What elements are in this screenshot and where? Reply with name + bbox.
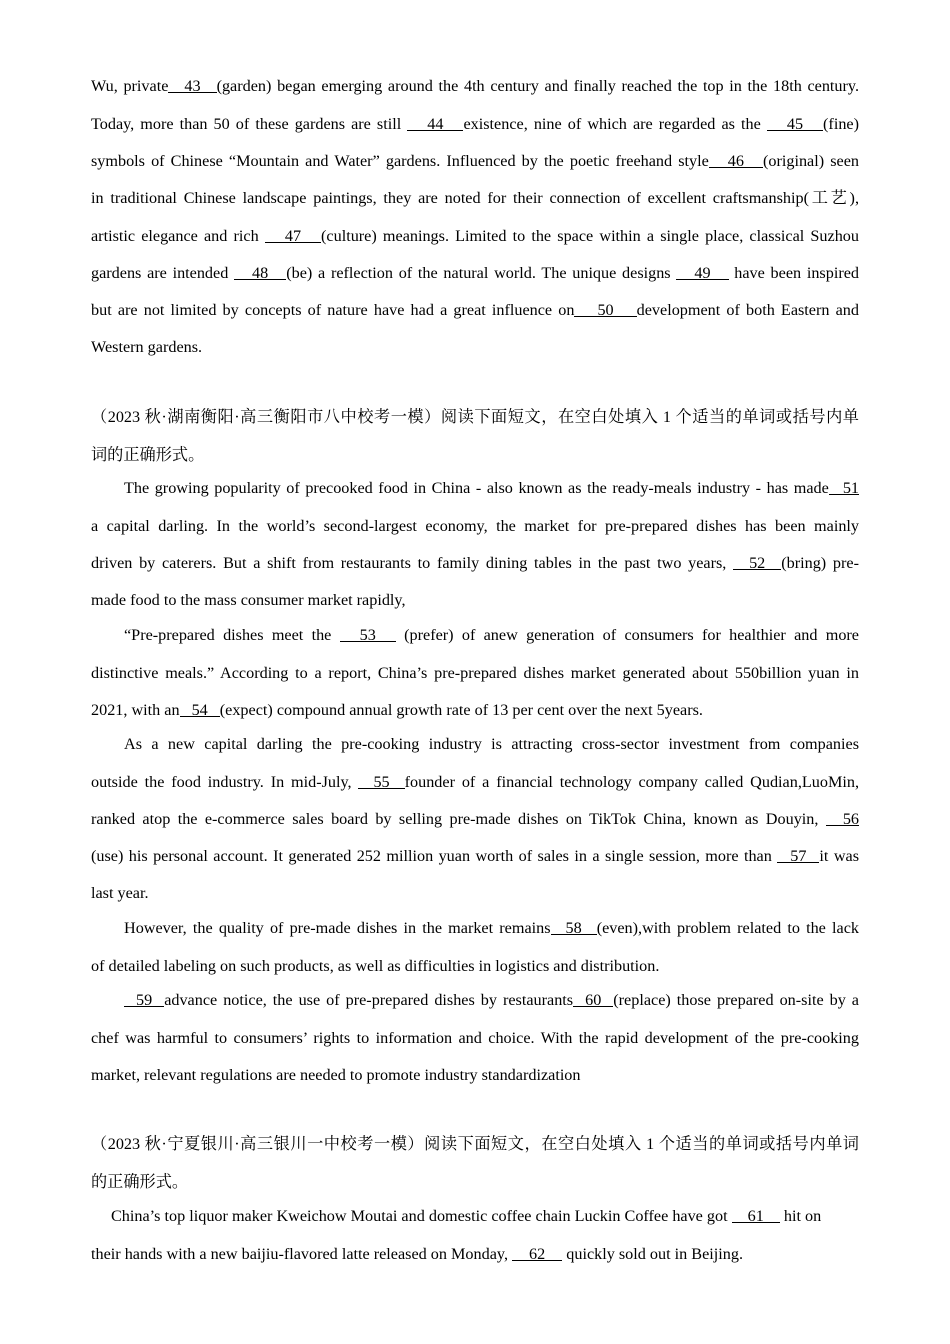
- text-line: [91, 437, 859, 474]
- text-line: [91, 508, 859, 545]
- text-run: （2023 秋·宁夏银川·高三银川一中校考一模）阅读下面短文，在空白处填入 1 个适当的单词或括号内单词: [91, 1135, 859, 1154]
- text-run: 2021, with an: [91, 700, 180, 719]
- passage-1-paragraph-1: [91, 68, 859, 366]
- blank-55: 55: [358, 773, 404, 791]
- text-line: [91, 692, 859, 729]
- blank-48: 48: [234, 264, 286, 282]
- blank-58: 58: [551, 919, 597, 937]
- text-line: [91, 1126, 859, 1163]
- text-run: （2023 秋·湖南衡阳·高三衡阳市八中校考一模）阅读下面短文，在空白处填入 1 个适当的单词或括号内单: [91, 408, 859, 427]
- passage-2-paragraph-1: [91, 470, 859, 619]
- text-run: outside the food industry. In mid-July,: [91, 772, 359, 791]
- text-run: (be) a reflection of the natural world. The unique designs: [286, 263, 677, 282]
- text-line: [91, 764, 859, 801]
- blank-45: 45: [767, 115, 823, 133]
- text-line: [91, 470, 859, 507]
- text-line: [91, 982, 859, 1019]
- text-line: [91, 292, 859, 329]
- text-run: driven by caterers. But a shift from restaurants to family dining tables in the past two years,: [91, 553, 734, 572]
- text-run: However, the quality of pre-made dishes in the market remains: [124, 919, 551, 938]
- blank-52: 52: [733, 554, 781, 572]
- blank-54: 54: [180, 701, 220, 719]
- text-line: [91, 1198, 859, 1235]
- text-run: hit on: [779, 1207, 822, 1226]
- text-run: symbols of Chinese “Mountain and Water” gardens. Influenced by the poetic freehand style: [91, 151, 709, 170]
- text-run: but are not limited by concepts of nature have had a great influence on: [91, 301, 575, 320]
- text-run: in traditional Chinese landscape paintings, they are noted for their connection of excellent craftsmanship(工艺),: [91, 189, 859, 208]
- text-line: [91, 255, 859, 292]
- text-line: [91, 948, 859, 985]
- blank-46: 46: [709, 152, 763, 170]
- text-run: a capital darling. In the world’s second-largest economy, the market for pre-prepared dishes has been mainly: [91, 516, 859, 535]
- text-run: gardens are intended: [91, 263, 235, 282]
- text-line: [91, 801, 859, 838]
- passage-2-paragraph-3: [91, 726, 859, 912]
- passage-2-paragraph-4: [91, 910, 859, 985]
- text-run: existence, nine of which are regarded as the: [463, 114, 767, 133]
- text-line: [91, 726, 859, 763]
- text-run: 词的正确形式。: [91, 445, 205, 464]
- text-run: The growing popularity of precooked food in China - also known as the ready-meals industry - has made: [124, 479, 829, 498]
- text-line: [91, 875, 859, 912]
- blank-47: 47: [265, 227, 321, 245]
- blank-50: 50: [574, 301, 636, 319]
- blank-51: 51: [829, 479, 859, 497]
- blank-56: 56: [826, 810, 859, 828]
- text-run: their hands with a new baijiu-flavored latte released on Monday,: [91, 1244, 513, 1263]
- text-run: made food to the mass consumer market rapidly,: [91, 591, 406, 610]
- section-3-instruction: [91, 1126, 859, 1201]
- text-run: advance notice, the use of pre-prepared dishes by restaurants: [164, 991, 574, 1010]
- text-run: quickly sold out in Beijing.: [562, 1244, 743, 1263]
- blank-60: 60: [573, 991, 613, 1009]
- text-run: (original) seen: [762, 151, 859, 170]
- passage-3-paragraph-1: [91, 1198, 859, 1273]
- text-run: (use) his personal account. It generated 252 million yuan worth of sales in a single session, more than: [91, 847, 778, 866]
- text-run: it was: [819, 847, 859, 866]
- text-line: [91, 1057, 859, 1094]
- blank-44: 44: [407, 115, 463, 133]
- text-line: [91, 545, 859, 582]
- text-run: last year.: [91, 884, 149, 903]
- text-run: China’s top liquor maker Kweichow Moutai and domestic coffee chain Luckin Coffee have got: [111, 1207, 732, 1226]
- text-run: As a new capital darling the pre-cooking industry is attracting cross-sector investment from companies: [124, 735, 859, 754]
- text-line: [91, 1236, 859, 1273]
- text-line: [91, 106, 859, 143]
- text-line: [91, 838, 859, 875]
- text-line: [91, 1164, 859, 1201]
- text-run: (bring) pre-: [781, 553, 859, 572]
- text-run: have been inspired: [728, 263, 859, 282]
- text-line: [91, 329, 859, 366]
- text-line: [91, 1020, 859, 1057]
- text-run: 的正确形式。: [91, 1172, 189, 1191]
- text-run: market, relevant regulations are needed to promote industry standardization: [91, 1065, 581, 1084]
- text-run: (replace) those prepared on-site by a: [613, 991, 859, 1010]
- text-run: founder of a financial technology company called Qudian,LuoMin,: [404, 772, 859, 791]
- text-run: development of both Eastern and: [636, 301, 859, 320]
- text-run: artistic elegance and rich: [91, 226, 265, 245]
- blank-62: 62: [512, 1245, 562, 1263]
- text-run: ranked atop the e-commerce sales board by selling pre-made dishes on TikTok China, known as Douyin,: [91, 809, 826, 828]
- blank-43: 43: [168, 77, 216, 95]
- text-run: (culture) meanings. Limited to the space within a single place, classical Suzhou: [321, 226, 859, 245]
- text-run: (prefer) of anew generation of consumers for healthier and more: [395, 626, 859, 645]
- text-line: [91, 910, 859, 947]
- blank-53: 53: [340, 626, 396, 644]
- text-line: [91, 180, 859, 217]
- text-run: distinctive meals.” According to a report, China’s pre-prepared dishes market generated about 550billion yuan in: [91, 663, 859, 682]
- text-line: [91, 582, 859, 619]
- blank-49: 49: [676, 264, 728, 282]
- text-line: [91, 143, 859, 180]
- text-line: [91, 617, 859, 654]
- text-run: Western gardens.: [91, 338, 203, 357]
- blank-59: 59: [124, 991, 164, 1009]
- blank-57: 57: [777, 847, 819, 865]
- text-run: (fine): [823, 114, 859, 133]
- text-run: of detailed labeling on such products, as well as difficulties in logistics and distribution.: [91, 956, 660, 975]
- text-run: (garden) began emerging around the 4th century and finally reached the top in the 18th century.: [216, 77, 859, 96]
- text-line: [91, 218, 859, 255]
- text-run: Wu, private: [91, 77, 169, 96]
- blank-61: 61: [732, 1207, 780, 1225]
- text-run: Today, more than 50 of these gardens are still: [91, 114, 408, 133]
- passage-2-paragraph-2: [91, 617, 859, 729]
- text-run: (even),with problem related to the lack: [596, 919, 859, 938]
- text-line: [91, 68, 859, 105]
- text-run: (expect) compound annual growth rate of 13 per cent over the next 5years.: [219, 700, 703, 719]
- text-run: chef was harmful to consumers’ rights to information and choice. With the rapid development of the pre-cooking: [91, 1028, 859, 1047]
- text-line: [91, 399, 859, 436]
- section-2-instruction: [91, 399, 859, 474]
- text-line: [91, 655, 859, 692]
- passage-2-paragraph-5: [91, 982, 859, 1094]
- text-run: “Pre-prepared dishes meet the: [124, 626, 340, 645]
